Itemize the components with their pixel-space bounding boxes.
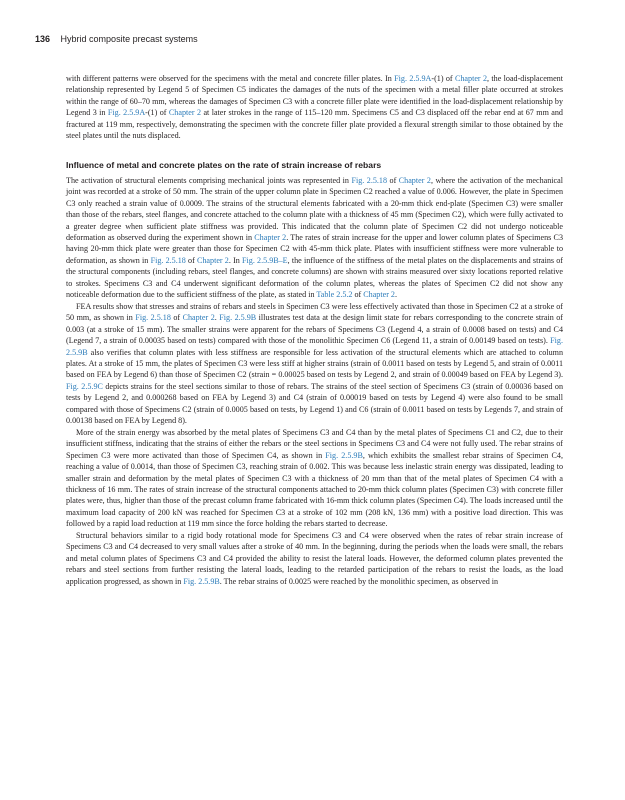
cross-reference-link[interactable]: Fig. 2.5.9C <box>66 381 103 391</box>
cross-reference-link[interactable]: Chapter 2 <box>398 175 431 185</box>
cross-reference-link[interactable]: Fig. 2.5.9B <box>183 576 220 586</box>
cross-reference-link[interactable]: Fig. 2.5.9B <box>66 336 563 357</box>
cross-reference-link[interactable]: Table 2.5.2 <box>316 290 353 300</box>
cross-reference-link[interactable]: Chapter 2 <box>168 108 202 118</box>
paragraph <box>66 427 563 530</box>
cross-reference-link[interactable]: Fig. 2.5.18 <box>150 255 186 265</box>
text-run: , the load-displacement relationship represented by Legend 5 of Specimen C5 indicates the damages of the nuts of the specimen with a metal filler plate occurred at strokes within the range of 60–70 mm, whereas the damages of Specimen C3 with a concrete filler plate were identified in the load-displacement relationship by Legend 3 in <box>66 74 563 118</box>
cross-reference-link[interactable]: Fig. 2.5.9B–E <box>242 255 288 265</box>
cross-reference-link[interactable]: Chapter 2 <box>454 74 488 83</box>
text-run: . In <box>228 255 243 265</box>
text-run: , which exhibits the smallest rebar strains of Specimen C4, reaching a value of 0.0014, than those of Specimen C3, reaching strain of 0.002. This was because less inelastic strain energy was dissipated, leading to smaller strain and deformation by the metal plates of Specimen C3 with a thickness of 20 mm than that of the metal plates of Specimen C4 with a thickness of 16 mm. The rates of strain increase of the structural components attached to 20-mm thick column plates (Specimen C3) with concrete filler plates were, thus, higher than those of the precast column frame fabricated with 16-mm thick column plates (Specimen C4). The loads increased until the maximum load capacity of 200 kN was reached for Specimen C3 at a stroke of 102 mm (208 kN, 136 mm) with a positive load direction. This was followed by a rapid load reduction at 119 mm since the force holding the rebars started to decrease. <box>66 450 563 529</box>
text-run: depicts strains for the steel sections similar to those of rebars. The strains of the steel section of Specimens C3 (strain of 0.00036 based on tests by Legend 2, and 0.000268 based on FEA by Legend 3) and C4 (strain of 0.00019 based on tests by Legend 4) were also found to be small compared with those of Specimens C2 (strain of 0.0005 based on tests, by Legend 1) and C6 (strain of 0.0011 based on tests by Legends 7, and strain of 0.00138 based on FEA by Legend 8). <box>66 381 563 426</box>
running-head <box>35 34 198 44</box>
section-heading: Influence of metal and concrete plates on the rate of strain increase of rebars <box>66 159 382 170</box>
cross-reference-link[interactable]: Fig. 2.5.18 <box>135 313 171 323</box>
text-run: More of the strain energy was absorbed by the metal plates of Specimens C3 and C4 than by the metal plates of Specimens C1 and C2, due to their insufficient stiffness, indicating that the strains of either the rebars or the steel sections in Specimens C3 and C4 were not fully used. The rebar strains of Specimen C3 were more activated than those of Specimen C4, as shown in <box>66 427 563 460</box>
text-run: Structural behaviors similar to a rigid body rotational mode for Specimens C3 and C4 were observed when the rates of rebar strain increase of Specimens C3 and C4 decreased to very small values after a stroke of 40 mm. In the beginning, during the periods when the loads were small, the rebars and metal column plates of Specimens C3 and C4 provided the ability to resist the lateral loads. However, the deformed column plates prevented the rebars and steel sections from further resisting the lateral loads, leading to the retarded participation of the rebars to resist the loads, as the load application progressed, as shown in <box>66 530 563 586</box>
text-run: of <box>185 255 197 265</box>
cross-reference-link[interactable]: Chapter 2 <box>363 290 395 300</box>
text-run: . The rates of strain increase for the upper and lower column plates of Specimens C3 having 20-mm thick plate were greater than those for Specimen C2 with 45-mm thick plate. Plates with insufficient stiffness were more vulnerable to deformation, as shown in <box>66 232 563 265</box>
paragraph <box>66 301 563 427</box>
cross-reference-link[interactable]: Fig. 2.5.9A <box>394 74 432 83</box>
text-run: also verifies that column plates with less stiffness are responsible for less activation of the structural elements which are attached to column plates. At a stroke of 15 mm, the plates of Specimen C3 were less stiff at higher strains (strain of 0.0011 based on tests by Legend 5, and strain of 0.0011 based on FEA by Legend 6) than those of Specimen C2 (strain = 0.00025 based on tests by Legend 2, and strain of 0.00049 based on FEA by Legend 3). <box>66 347 563 380</box>
text-run: of <box>352 290 364 300</box>
text-run: FEA results show that stresses and strains of rebars and steels in Specimen C3 were less effectively activated than those in Specimen C2 at a stroke of 50 mm, as shown in <box>66 301 563 323</box>
cross-reference-link[interactable]: Chapter 2 <box>196 255 229 265</box>
text-run: . The rebar strains of 0.0025 were reached by the monolithic specimen, as observed in <box>219 576 499 586</box>
text-run: illustrates test data at the design limit state for rebars corresponding to the concrete strain of 0.003 (at a stroke of 15 mm). The smaller strains were apparent for the rebars of Specimens C3 (Legend 4, a strain of 0.0008 based on tests) and C4 (Legend 7, a strain of 0.00035 based on tests) compared with those of the monolithic Specimen C6 (Legend 11, a strain of 0.00149 based on tests). <box>66 313 563 346</box>
cross-reference-link[interactable]: Chapter 2 <box>254 232 287 242</box>
text-run: of <box>387 175 399 185</box>
text-run: . <box>214 313 220 323</box>
cross-reference-link[interactable]: Fig. 2.5.18 <box>351 175 388 185</box>
text-run: The activation of structural elements comprising mechanical joints was represented in <box>66 175 352 185</box>
paragraph <box>66 73 563 142</box>
text-run: , where the activation of the mechanical joint was recorded at a stroke of 50 mm. The strain of the upper column plate in Specimen C2 reached a value of 0.006. However, the plate in Specimen C3 only reached a strain value of 0.0009. The strains of the structural elements fabricated with a 20-mm thick end-plate (Specimen C3) were smaller than those of the rebars, steel flanges, and concrete attached to the column plate with a thickness of 45 mm (Specimen C2), which were fully activated to a greater degree when sufficient plate stiffness was provided. This indicated that the column plate of Specimen C2 did not undergo noticeable deformation as observed during the experiment shown in <box>66 175 563 242</box>
text-run: with different patterns were observed for the specimens with the metal and concrete filler plates. In <box>66 74 395 83</box>
text-run: . <box>394 290 397 300</box>
text-run: , the influence of the stiffness of the metal plates on the displacements and strains of the structural components (including rebars, steel flanges, and concrete columns) are shown with strains measured over sixty locations reported relative to strokes. Specimens C3 and C4 underwent significant deformation of the column plates, whereas the plates of Specimen C2 did not show any noticeable deformation due to the sufficient stiffness of the plate, as stated in <box>66 255 564 300</box>
cross-reference-link[interactable]: Fig. 2.5.9B <box>325 450 363 460</box>
text-run: of <box>170 313 183 323</box>
cross-reference-link[interactable]: Fig. 2.5.9B <box>219 313 257 323</box>
book-title: Hybrid composite precast systems <box>60 34 198 44</box>
paragraph <box>66 530 563 587</box>
paragraph <box>66 175 563 301</box>
text-run: -(1) of <box>145 108 169 118</box>
cross-reference-link[interactable]: Chapter 2 <box>182 313 215 323</box>
body-text <box>66 73 563 587</box>
text-run: -(1) of <box>431 74 455 83</box>
cross-reference-link[interactable]: Fig. 2.5.9A <box>107 108 146 118</box>
text-run: at later strokes in the range of 115–120 mm. Specimens C5 and C3 displaced off the rebar end at 67 mm and fractured at 119 mm, respectively, demonstrating the specimen with the concrete filler plate provided a flexural strength similar to those obtained by the steel plates until the nuts displaced. <box>66 108 563 141</box>
page-number: 136 <box>35 34 51 44</box>
